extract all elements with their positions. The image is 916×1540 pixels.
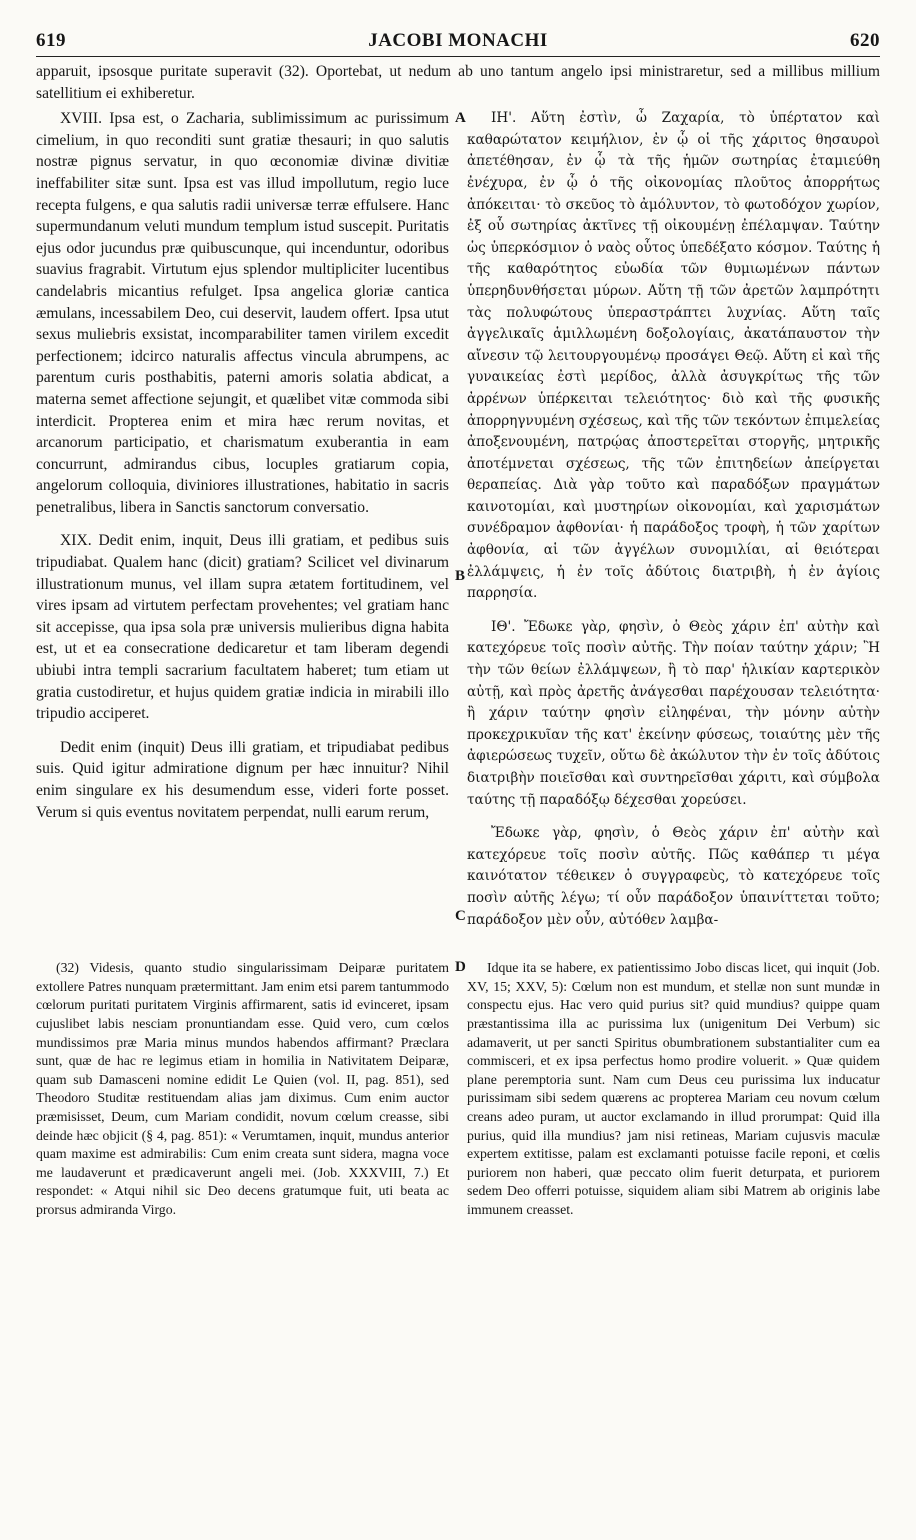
footnote-left-column bbox=[36, 959, 449, 1219]
footnote-right-column bbox=[455, 959, 880, 1219]
latin-section-19-continued: Dedit enim (inquit) Deus illi gratiam, et tripudiabat pedibus suis. Quid igitur admiratione dignum per hæc innuitur? Nihil enim singulare ex his desumendum esse, videri forte posset. Verum si quis eventus novitatem perpendat, nulli earum rerum, bbox=[36, 738, 449, 821]
latin-section-18: XVIII. Ipsa est, o Zacharia, sublimissimum ac purissimum cimelium, in quo reconditi sunt gratiæ thesauri; in quo salutis nostræ pignus servatur, in quo œconomiæ divinæ divitiæ ineffabiliter sitæ sunt. Ipsa est vas illud impollutum, regio luce recepta fulgens, e qua salutis radii universæ terræ effulsere. Hanc supermundanum veluti mundum templum istud suscepit. Puritatis ejus odor jucundus præ quibuscunque, qui incenduntur, odoribus suavius fragrabit. Virtutum ejus splendor multipliciter lucentibus candelabris micantius refulget. Ipsa angelica gloriæ cantica æmulans, incessabilem Deo, cui deservit, laudem offert. Ipsa utut sexus muliebris exsistat, incomparabiliter tamen virilem excedit perfectionem; idcirco naturalis affectus vincula abrumpens, ac parentum curis posthabitis, paterni amoris solatia abdicat, a materna semet affectione sejungit, et quælibet vitæ commoda sibi interdicit. Propterea enim et mira hæc rerum novitas, et arcanorum participatio, et charismatum exuberantia in eam concurrunt, admirandus cibus, locuples gratiarum copia, angelorum colloquia, diviniores illustrationes, habitatio in sacris penetralibus, libera in Sanctis sanctorum conversatio. bbox=[36, 110, 449, 516]
running-header bbox=[36, 30, 880, 57]
latin-section-19: XIX. Dedit enim, inquit, Deus illi gratiam, et pedibus suis tripudiabat. Qualem hanc (dicit) gratiam? Scilicet vel divinarum illustrationum munus, vel illam supra ætatem fortitudinem, vel vires ipsam ad virtutem perfectam provehentes; vel gratiam hanc sit accepisse, qua ipsa sola præ universis mulieribus digna habita est, ut et ea consecratione dedicaretur et tam liberam degendi ubiubi intra templi sacrarium facultatem haberet; tum etiam ut gratia custodiretur, et hujus quidem gratiæ indicia in mirabili illo tripudio acciperet. bbox=[36, 532, 449, 723]
running-title: JACOBI MONACHI bbox=[368, 30, 548, 51]
greek-section-19: ΙΘ'. Ἔδωκε γὰρ, φησὶν, ὁ Θεὸς χάριν ἐπ' αὐτὴν καὶ κατεχόρευε τοῖς ποσὶν αὐτῆς. Τὴν ποίαν ταύτην χάριν; Ἢ τὴν τῶν θείων ἐλλάμψεων, ἢ τὸ παρ' ἡλικίαν καρτερικὸν αὐτῇ, καὶ πρὸς ἀρετῆς ἀνάγεσθαι παρέχουσαν τελειότητα· ἢ χάριν ταύτην φησὶν εἰληφέναι, τὴν μόνην αὐτὴν προκεχρικυῖαν τῆς κατ' ἐκείνην φύσεως, τοιαύτης μὲν τῆς ἀφιερώσεως τυχεῖν, οὕτω δὲ ἀκώλυτον τὴν ἐν τοῖς ἀδύτοις διατριβὴν ποιεῖσθαι καὶ συντηρεῖσθαι χάριτι, καὶ σύμβολα ταύτης τῇ παραδόξῳ δέχεσθαι χορεύσει. bbox=[467, 618, 880, 808]
footnote-32: (32) Videsis, quanto studio singularissimam Deiparæ puritatem extollere Patres nunquam prætermittant. Jam enim etsi parem tantummodo cœlorum puritati puritatem Virginis affirmarent, satis id evinceret, ipsam cujuslibet labis nesciam pronuntiandam esse. Quid vero, cum cœlos mundissimos præ Maria minus mundos habendos affirmant? Præclara sunt, quæ de hac re legimus etiam in homilia in Nativitatem Deiparæ, quam sub Damasceni nomine edidit Le Quien (vol. II, pag. 851), sed Theodoro Studitæ restituendam alias jam diximus. Cum enim auctor præmisisset, Deum, cum Mariam condidit, novum cœlum creasse, sibi deinde hæc objicit (§ 4, pag. 851): « Verumtamen, inquit, mundus anterior quam maxime est admirabilis: Cum enim creata sunt sidera, magna voce me laudaverunt et prædicaverunt angeli mei. (Job. XXXVIII, 7.) Et respondet: « Atqui nihil sic Deo decens gratumque fuit, uti beata ac prorsus admiranda Virgo. bbox=[36, 960, 449, 1217]
margin-letter-c: C bbox=[455, 908, 466, 925]
footnote-32-continued: Idque ita se habere, ex patientissimo Jobo discas licet, qui inquit (Job. XV, 15; XXV, 5): Cœlum non est mundum, et stellæ non sunt mundæ in conspectu ejus. Hac vero quid purius sit? quid mundius? quippe quam præstantissima illa ac purissima lux (unigenitum Dei Verbum) sic adamaverit, ut per sancti Spiritus obumbrationem substantialiter cum ea commisceri, et ex ipsa perfectus homo prodire voluerit. » Quæ quidem plane peremptoria sunt. Nam cum Deus ceu purissima lux inducatur purissimam sibi sedem quærens ac propterea Mariam ceu novum cœlum creans adeo puram, ut auctor exclamando in illud prorumpat: Quid illa purius, quid illa mundius? jam nisi retineas, Mariam cujusvis maculæ expertem extitisse, palam est exclamanti potuisse facile reponi, et cœlis puriorem non haberi, quæ peccato olim fuerit deturpata, et puriorem sedem Deo offerri potuisse, siquidem aliam sibi Matrem ab originis labe immunem creasset. bbox=[467, 960, 880, 1217]
main-columns bbox=[36, 108, 880, 931]
margin-letter-b: B bbox=[455, 568, 466, 585]
greek-section-18: ΙΗ'. Αὕτη ἐστὶν, ὦ Ζαχαρία, τὸ ὑπέρτατον καὶ καθαρώτατον κειμήλιον, ἐν ᾧ οἱ τῆς χάριτος θησαυροὶ ἀπετέθησαν, ἐν ᾧ τὰ τῆς ἡμῶν σωτηρίας ἐταμιεύθη ἐνέχυρα, ἐν ᾧ ὁ τῆς οἰκονομίας πλοῦτος ἀπορρήτως ἀπόκειται· τὸ σκεῦος τὸ ἀμόλυντον, τὸ φωτοδόχον χωρίον, ἐξ οὗ σωτηρίας ἀκτῖνες τῇ οἰκουμένῃ ἐπέλαμψαν. Ταύτην ὡς ὑπερκόσμιον ὁ ναὸς οὗτος ὑπεδέξατο κόσμον. Ταύτης ἡ τῆς καθαρότητος εὐωδία τῶν θυμιωμένων πάντων ὑπερηδυνθήσεται μύρων. Αὕτη τῇ τῶν ἀρετῶν λαμπρότητι τὰς πολυφώτους ὑπεραστράπτει λυχνίας. Αὕτη ταῖς ἀγγελικαῖς ἁμιλλωμένη δοξολογίαις, ἀκατάπαυστον τὴν αἴνεσιν τῷ λειτουργουμένῳ προσάγει Θεῷ. Αὕτη εἰ καὶ τῆς γυναικείας ἐστὶ μερίδος, ἀλλὰ ἀσυγκρίτως τῆς τῶν ἀρρένων ὑπέρκειται τελειότητος· διὸ καὶ τῆς φυσικῆς ἀπορρηγνυμένη σχέσεως, καὶ τῆς τῶν τεκόντων ἐπιμελείας ἀποξενουμένη, πατρῴας ἀποστερεῖται στοργῆς, μητρικῆς ἀποτέμνεται σχέσεως, τῆς τῶν ἐπιτηδείων ἀπείργεται θεραπείας. Διὰ γὰρ τοῦτο καὶ παραδόξων πραγμάτων καινοτομίαι, καὶ μυστηρίων οἰκονομίαι, καὶ χαρισμάτων συνέδραμον ἀφθονίαι· ἡ παράδοξος τροφὴ, ἡ τῶν χαρίτων ἀφθονία, αἱ τῶν ἀγγέλων συνομιλίαι, αἱ θειότεραι ἐλλάμψεις, ἡ ἐν τοῖς ἀδύτοις διατριβὴ, ἡ ἐν ἁγίοις παρρησία. bbox=[467, 110, 880, 602]
page-number-left: 619 bbox=[36, 30, 66, 51]
page-number-right: 620 bbox=[850, 30, 880, 51]
footnotes bbox=[36, 959, 880, 1219]
greek-section-19-continued: Ἔδωκε γὰρ, φησὶν, ὁ Θεὸς χάριν ἐπ' αὐτὴν καὶ κατεχόρευε τοῖς ποσὶν αὐτῆς. Πῶς καθάπερ τι μέγα καινότατον τέθεικεν ὁ συγγραφεὺς, τὸ κατεχόρευε τοῖς ποσὶν αὐτῆς λέγω; τί οὖν παράδοξον ὑπαινίττεται τοῦτο; παράδοξον μὲν οὖν, αὐτόθεν λαμβα- bbox=[467, 825, 880, 928]
greek-column bbox=[455, 108, 880, 931]
margin-letter-a: A bbox=[455, 110, 466, 127]
margin-letter-d: D bbox=[455, 959, 466, 976]
carryover-paragraph: apparuit, ipsosque puritate superavit (32). Oportebat, ut nedum ab uno tantum angelo ipsi ministraretur, sed a millibus millium satellitium ei exhiberetur. bbox=[36, 63, 880, 102]
latin-column bbox=[36, 108, 449, 931]
